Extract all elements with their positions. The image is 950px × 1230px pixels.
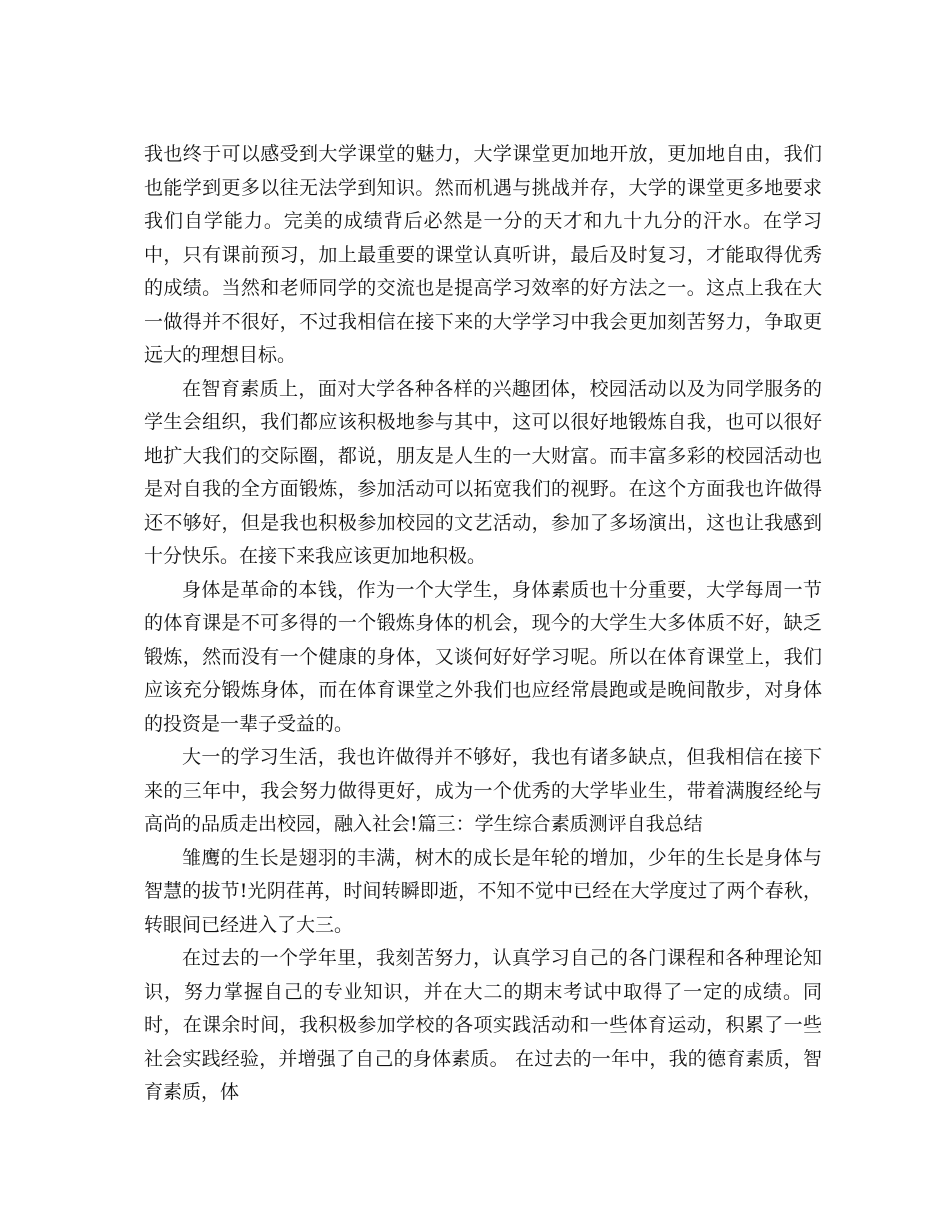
document-body [144,138,822,1110]
paragraph-1: 我也终于可以感受到大学课堂的魅力，大学课堂更加地开放，更加地自由，我们也能学到更多以往无法学到知识。然而机遇与挑战并存，大学的课堂更多地要求我们自学能力。完美的成绩背后必然是一分的天才和九十九分的汗水。在学习中，只有课前预习，加上最重要的课堂认真听讲，最后及时复习，才能取得优秀的成绩。当然和老师同学的交流也是提高学习效率的好方法之一。这点上我在大一做得并不很好，不过我相信在接下来的大学学习中我会更加刻苦努力，争取更远大的理想目标。 [144,143,822,366]
paragraph-5: 雏鹰的生长是翅羽的丰满，树木的成长是年轮的增加，少年的生长是身体与智慧的拔节!光阴荏苒，时间转瞬即逝，不知不觉中已经在大学度过了两个春秋，转眼间已经进入了大三。 [144,846,822,936]
paragraph-2: 在智育素质上，面对大学各种各样的兴趣团体，校园活动以及为同学服务的学生会组织，我们都应该积极地参与其中，这可以很好地锻炼自我，也可以很好地扩大我们的交际圈，都说，朋友是人生的一大财富。而丰富多彩的校园活动也是对自我的全方面锻炼，参加活动可以拓宽我们的视野。在这个方面我也许做得还不够好，但是我也积极参加校园的文艺活动，参加了多场演出，这也让我感到十分快乐。在接下来我应该更加地积极。 [144,377,822,567]
paragraph-3: 身体是革命的本钱，作为一个大学生，身体素质也十分重要，大学每周一节的体育课是不可多得的一个锻炼身体的机会，现今的大学生大多体质不好，缺乏锻炼，然而没有一个健康的身体，又谈何好好学习呢。所以在体育课堂上，我们应该充分锻炼身体，而在体育课堂之外我们也应经常晨跑或是晚间散步，对身体的投资是一辈子受益的。 [144,578,822,735]
paragraph-6: 在过去的一个学年里，我刻苦努力，认真学习自己的各门课程和各种理论知识，努力掌握自己的专业知识，并在大二的期末考试中取得了一定的成绩。同时，在课余时间，我积极参加学校的各项实践活动和一些体育运动，积累了一些社会实践经验，并增强了自己的身体素质。 在过去的一年中，我的德育素质，智育素质，体 [144,947,822,1103]
paragraph-4: 大一的学习生活，我也许做得并不够好，我也有诸多缺点，但我相信在接下来的三年中，我会努力做得更好，成为一个优秀的大学毕业生，带着满腹经纶与高尚的品质走出校园，融入社会!篇三：学生综合素质测评自我总结 [144,746,822,835]
